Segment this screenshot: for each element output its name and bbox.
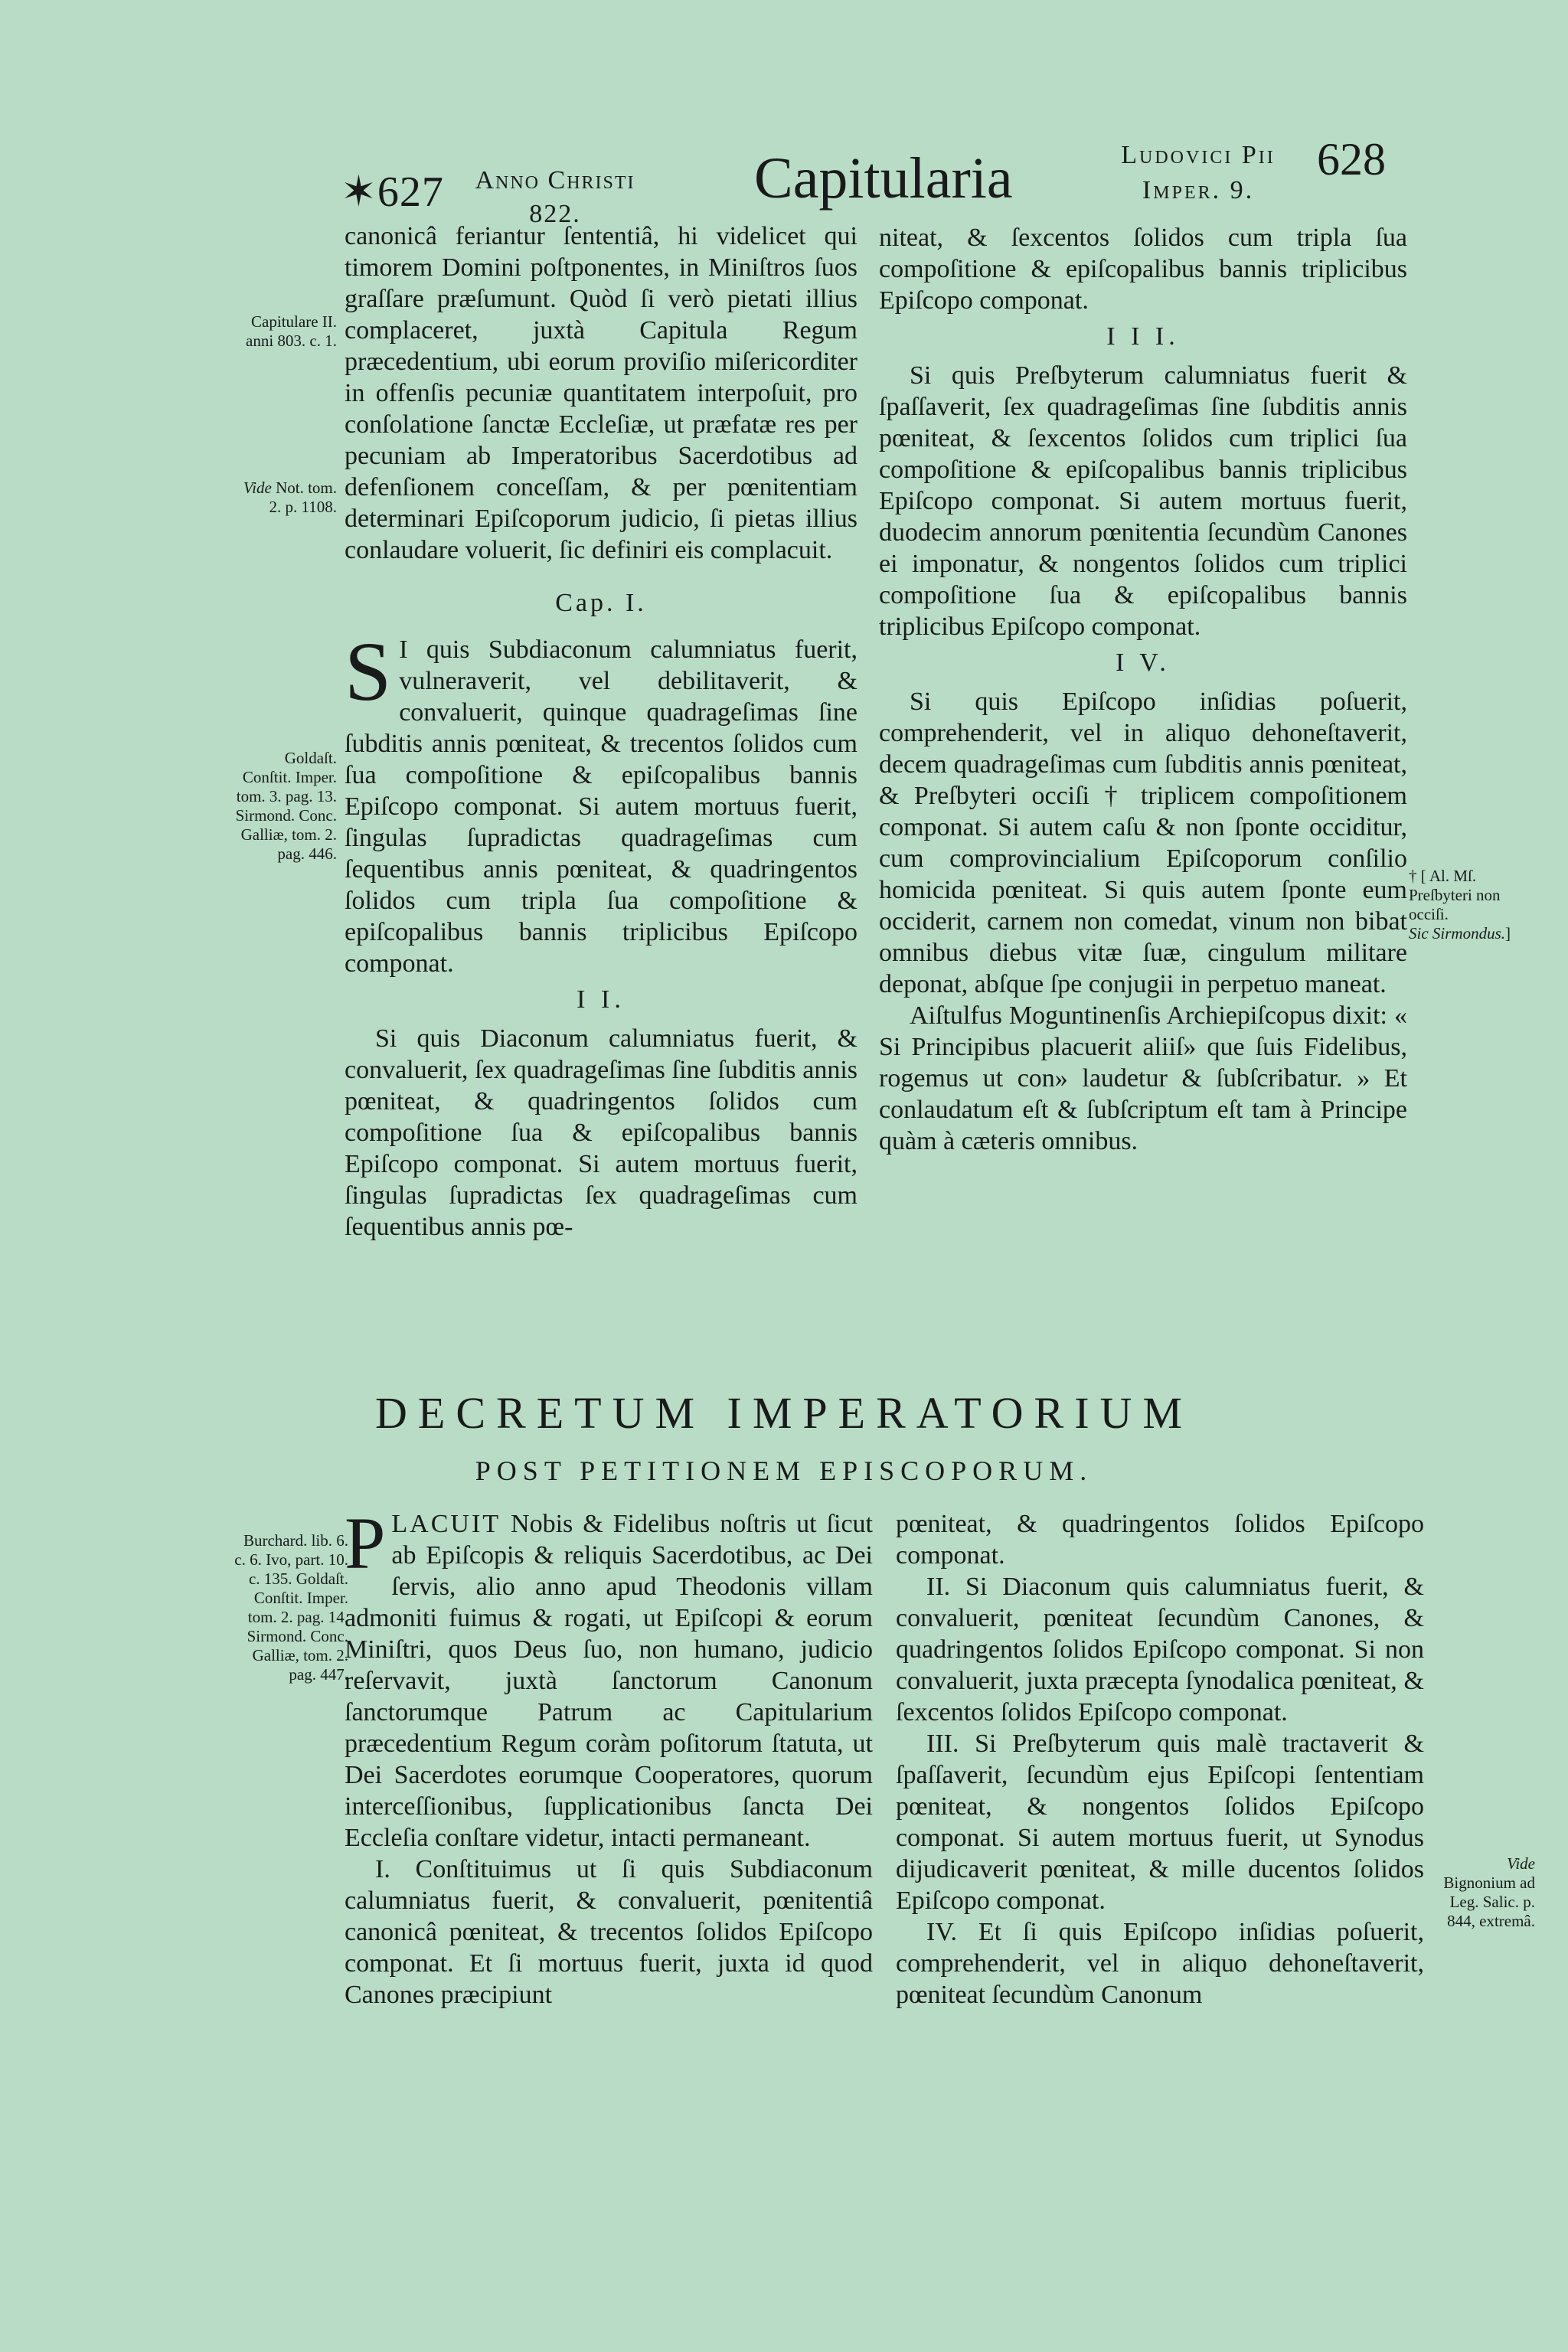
decretum-title: DECRETUM IMPERATORIUM [375,1388,1193,1438]
decretum-intro-body: Nobis & Fidelibus noſtris ut ſicut ab Epiſcopis & reliquis Sacerdotibus, ac Dei ſervis, alio anno apud Theodonis villam admoniti fuimus & rogati, ut Epiſcopi & eorum Miniſtri, quos Deus ſuo, non humano, judicio reſervavit, juxtà ſanctorum Canonum ſanctorumque Patrum ac Capitularium præcedentium Regum coràm poſitorum ſtatuta, ut Dei Sacerdotes eorumque Cooperatores, quorum interceſſionibus, ſupplicationibus ſancta Dei Eccleſia conſtare videtur, intacti permaneant. [345,1510,873,1852]
chapter-2-text: Si quis Diaconum calumniatus fuerit, & convaluerit, ſex quadrageſimas ſine ſubditis annis pœniteat, & quadringentos ſolidos cum compoſitione ſua & epiſcopalibus bannis Epiſcopo componat. Si autem mortuus fuerit, ſingulas ſupradictas ſex quadrageſimas cum ſequentibus annis pœ- [345,1024,858,1241]
decretum-clause-2: II. Si Diaconum quis calumniatus fuerit, & convaluerit, pœniteat ſecundùm Canones, & quadringentos ſolidos Epiſcopo componat. Si non convaluerit, juxta præcepta ſynodalica pœniteat, & ſexcentos ſolidos Epiſcopo componat. [896,1573,1424,1726]
margin-note: Goldaſt. Conſtit. Imper. tom. 3. pag. 13. Sirmond. Conc. Galliæ, tom. 2. pag. 446. [235,749,337,863]
lead-word: LACUIT [391,1510,501,1538]
note-text: Not. tom. 2. p. 1108. [269,479,337,516]
section-heading-ii: I I. [577,985,626,1014]
section-heading-iv: I V. [1116,648,1171,677]
paragraph: pœniteat, & quadringentos ſolidos Epiſcopo componat. [896,1510,1424,1570]
aistulfus-text: Aiſtulfus Moguntinenſis Archiepiſcopus dixit: « Si Principibus placuerit aliiſ» que ſuis Fidelibus, rogemus ut con» laudetur & ſubſcribatur. » Et conlaudatum eſt & ſubſcriptum eſt tam à Principe quàm à cæteris omnibus. [879,1001,1407,1155]
note-vide: Vide [1507,1854,1535,1873]
column-left-top [345,220,858,1243]
paragraph: niteat, & ſexcentos ſolidos cum tripla ſua compoſitione & epiſcopalibus bannis triplicibus Epiſcopo componat. [879,224,1407,315]
anno-year: 822. [529,200,581,228]
chapter-1-text [345,625,858,979]
decretum-subtitle: POST PETITIONEM EPISCOPORUM. [475,1455,1093,1486]
decretum-clause-3: III. Si Preſbyterum quis malè tractaverit & ſpaſſaverit, ſecundùm ejus Epiſcopi ſententiam pœniteat, & nongentos ſolidos Epiſcopo componat. Si autem mortuus fuerit, ut Synodus dijudicaverit pœniteat, & mille ducentos ſolidos Epiſcopo componat. [896,1730,1424,1915]
note-bracket: ] [1505,924,1511,942]
column-right-bottom [896,1508,1424,2011]
note-line: † [ Al. Mſ. [1409,867,1477,885]
page-header [0,130,1568,228]
decretum-intro [345,1502,873,1854]
drop-cap: S [345,625,392,718]
margin-note [1439,1854,1535,1931]
margin-note: Capitulare II. anni 803. c. 1. [246,312,337,350]
imper-line: Imper. 9. [1142,176,1255,204]
note-line: Preſbyteri non occiſi. [1409,886,1501,923]
margin-note [234,479,337,517]
margin-note: Burchard. lib. 6. c. 6. Ivo, part. 10. c. 135. Goldaſt. Conſtit. Imper. tom. 2. pag. 14. Sirmond. Conc. Galliæ, tom. 2. pag. 447. [234,1531,348,1684]
chapter-heading: Cap. I. [555,589,647,617]
chapter-1-body: I quis Subdiaconum calumniatus fuerit, vulneraverit, vel debilitaverit, & convaluerit, quinque quadrageſimas ſine ſubditis annis pœniteat, & trecentos ſolidos cum ſua compoſitione & epiſcopalibus bannis Epiſcopo componat. Si autem mortuus fuerit, ſingulas ſupradictas quadrageſimas cum ſequentibus annis pœniteat, & quadringentos ſolidos cum tripla ſua compoſitione & epiſcopalibus bannis triplicibus Epiſcopo componat. [345,635,858,978]
margin-note [1409,867,1524,943]
column-right-top [879,222,1407,1157]
page-number-left: ✶627 [341,168,444,216]
decretum-clause-4: IV. Et ſi quis Epiſcopo inſidias poſuerit, comprehenderit, vel in aliquo dehoneſtaverit, pœniteat ſecundùm Canonum [896,1918,1424,2009]
note-vide: Vide [243,479,272,497]
decretum-clause-1: I. Conſtituimus ut ſi quis Subdiaconum calumniatus fuerit, & convaluerit, pœnitentiâ canonicâ pœniteat, & trecentos ſolidos Epiſcopo componat. Et ſi mortuus fuerit, juxta id quod Canones præcipiunt [345,1855,873,2009]
chapter-3-text: Si quis Preſbyterum calumniatus fuerit & ſpaſſaverit, ſex quadrageſimas ſine ſubditis annis pœniteat, & ſexcentos ſolidos cum triplici ſua compoſitione & epiſcopalibus bannis triplicibus Epiſcopo componat. Si autem mortuus fuerit, duodecim annorum pœnitentia ſecundùm Canones ei imponatur, & nongentos ſolidos cum triplici compoſitione ſua & epiſcopalibus bannis triplicibus Epiſcopo componat. [879,361,1407,641]
page-title: Capitularia [754,146,1013,211]
note-line [1409,924,1524,943]
note-sic: Sic Sirmondus. [1409,924,1505,942]
note-text: Bignonium ad Leg. Salic. p. 844, extremâ. [1443,1873,1535,1930]
ludovici-pii [1091,138,1305,208]
paragraph: canonicâ feriantur ſententiâ, hi videlicet qui timorem Domini poſtponentes, in Miniſtros ſuos graſſare præſumunt. Quòd ſi verò pietati illius complaceret, juxtà Capitula Regum præcedentium, ubi eorum proviſio miſericorditer in offenſis pecuniæ quantitatem interpoſuit, pro conſolatione ſanctæ Eccleſiæ, ut præfatæ res per pecuniam ab Imperatoribus Sacerdotibus ad defenſionem conceſſam, & per pœnitentiam determinari Epiſcoporum judicio, ſi pietas illius conlaudare voluerit, ſic definiri eis complacuit. [345,222,858,564]
drop-cap: P [345,1502,386,1584]
anno-line: Anno Christi [475,166,635,194]
page-number-right: 628 [1317,134,1386,185]
section-heading-iii: I I I. [1106,322,1180,351]
chapter-4-text: Si quis Epiſcopo inſidias poſuerit, comprehenderit, vel in aliquo dehoneſtaverit, decem quadrageſimas cum ſubditis annis pœniteat, & Preſbyteri occiſi † triplicem compoſitionem componat. Si autem caſu & non ſponte occiditur, cum comprovincialium Epiſcoporum conſilio homicida pœniteat. Si quis autem ſponte eum occiderit, carnem non comedat, vinum non bibat omnibus diebus vitæ ſuæ, cingulum militare deponat, abſque ſpe conjugii in perpetuo maneat. [879,688,1407,998]
ludovici-line: Ludovici Pii [1121,141,1276,169]
column-left-bottom [345,1502,873,2011]
